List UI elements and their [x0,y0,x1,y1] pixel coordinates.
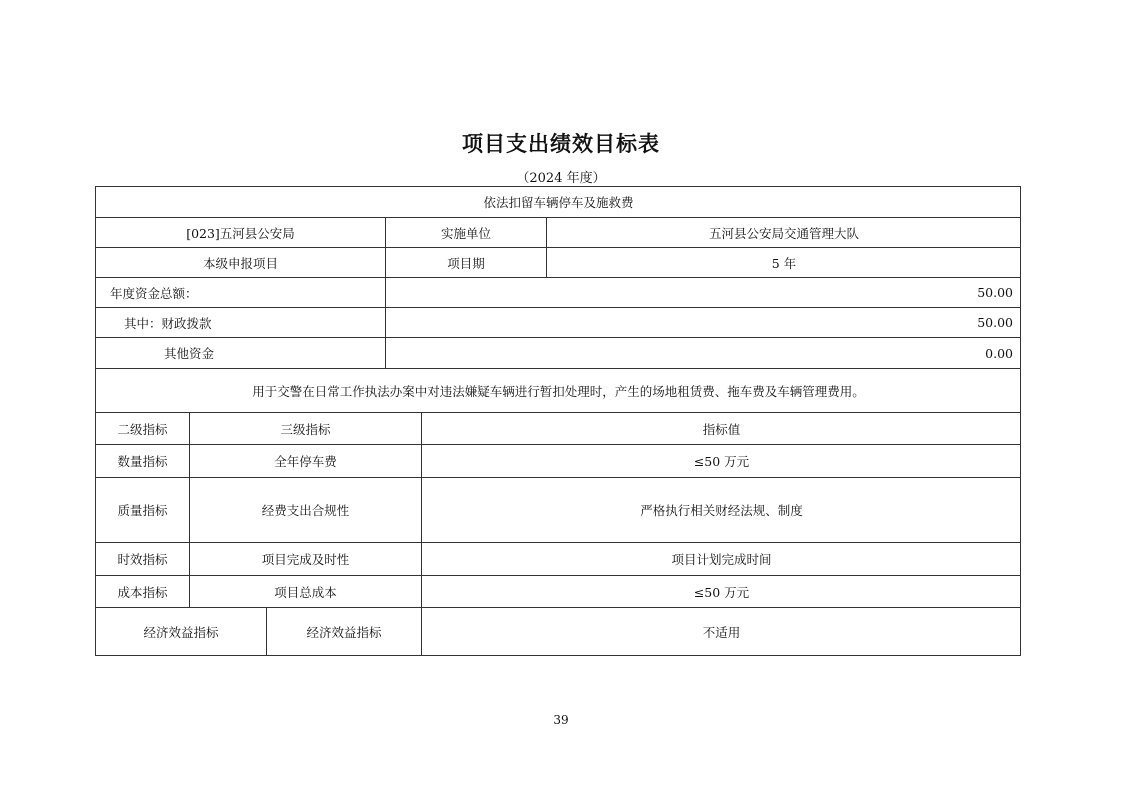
project-period-value: 5 年 [546,247,1021,277]
indicator-value: 严格执行相关财经法规、制度 [421,477,1021,542]
indicator-level2: 经济效益指标 [95,607,266,656]
fiscal-funds-label: 其中：财政拨款 [95,307,385,337]
other-funds-value: 0.00 [385,337,1021,368]
fiscal-funds-value: 50.00 [385,307,1021,337]
indicator-level2: 成本指标 [95,575,189,607]
indicator-value: 项目计划完成时间 [421,542,1021,575]
indicator-level2: 时效指标 [95,542,189,575]
indicator-level2: 数量指标 [95,444,189,477]
implementing-unit-label: 实施单位 [385,217,546,247]
document-title: 项目支出绩效目标表 [462,132,660,156]
project-period-label: 项目期 [385,247,546,277]
project-objective: 用于交警在日常工作执法办案中对违法嫌疑车辆进行暂扣处理时，产生的场地租赁费、拖车费及车辆管理费用。 [95,368,1021,412]
year-label: （2024 年度） [516,171,606,186]
total-funds-value: 50.00 [385,277,1021,307]
project-name: 依法扣留车辆停车及施救费 [95,186,1021,217]
implementing-unit-value: 五河县公安局交通管理大队 [546,217,1021,247]
indicator-value: 不适用 [421,607,1021,656]
indicator-level2: 质量指标 [95,477,189,542]
header-level2: 二级指标 [95,412,189,444]
indicator-level3: 全年停车费 [189,444,421,477]
header-level3: 三级指标 [189,412,421,444]
indicator-level3: 经费支出合规性 [189,477,421,542]
other-funds-label: 其他资金 [95,337,385,368]
page-number: 39 [553,713,569,727]
header-value: 指标值 [421,412,1021,444]
indicator-value: ≤50 万元 [421,444,1021,477]
performance-table [95,186,1021,656]
total-funds-label: 年度资金总额： [95,277,385,307]
indicator-level3: 经济效益指标 [266,607,421,656]
project-type: 本级申报项目 [95,247,385,277]
indicator-value: ≤50 万元 [421,575,1021,607]
indicator-level3: 项目总成本 [189,575,421,607]
indicator-level3: 项目完成及时性 [189,542,421,575]
department-name: [023]五河县公安局 [95,217,385,247]
